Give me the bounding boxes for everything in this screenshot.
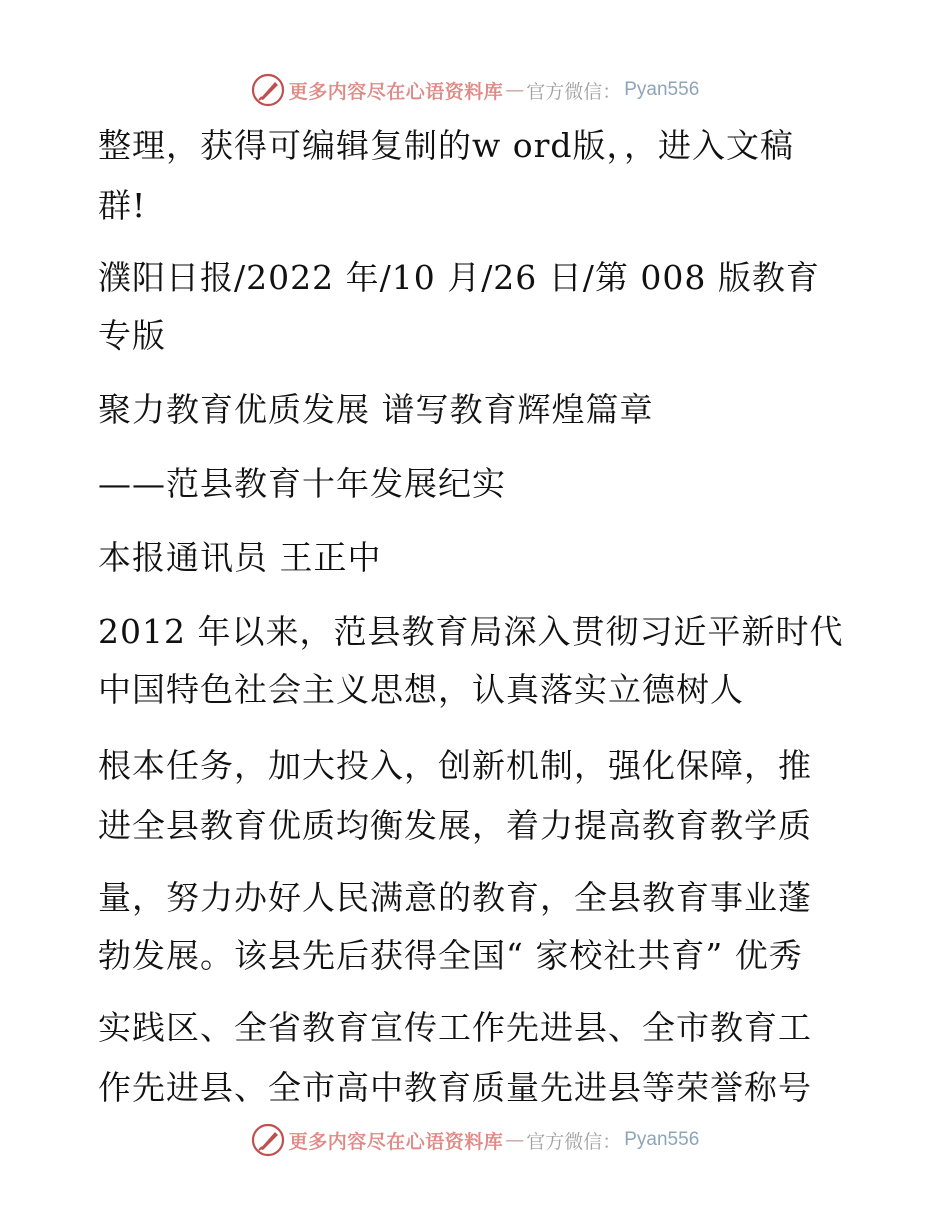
quill-pen-logo-icon	[251, 1123, 285, 1157]
watermark-official-label: 官方微信：	[526, 80, 622, 103]
body-line: 专版	[98, 316, 166, 355]
body-line: 中国特色社会主义思想，认真落实立德树人	[98, 670, 744, 709]
body-line: 作先进县、全市高中教育质量先进县等荣誉称号	[98, 1068, 812, 1107]
body-line: 整理，获得可编辑复制的w ord版，，进入文稿	[98, 126, 795, 165]
watermark-site-text: 更多内容尽在心语资料库	[288, 80, 504, 103]
watermark-official-label: 官方微信：	[526, 1130, 622, 1153]
watermark-wechat-id: Pyan556	[624, 1129, 700, 1150]
body-line: 群!	[98, 186, 147, 225]
body-line: 2012 年以来，范县教育局深入贯彻习近平新时代	[98, 612, 844, 651]
body-line: 勃发展。该县先后获得全国“ 家校社共育” 优秀	[98, 936, 803, 975]
watermark-dash: —	[505, 79, 525, 101]
watermark-wechat-id: Pyan556	[624, 79, 700, 100]
body-line: 实践区、全省教育宣传工作先进县、全市教育工	[98, 1008, 812, 1047]
footer-watermark	[0, 1120, 950, 1160]
article-title: 聚力教育优质发展 谱写教育辉煌篇章	[98, 390, 654, 429]
watermark-site-text: 更多内容尽在心语资料库	[288, 1130, 504, 1153]
body-line: 根本任务，加大投入，创新机制，强化保障，推	[98, 746, 812, 785]
article-subtitle: ——范县教育十年发展纪实	[98, 464, 506, 503]
body-line: 量，努力办好人民满意的教育，全县教育事业蓬	[98, 878, 812, 917]
article-byline: 本报通讯员 王正中	[98, 538, 382, 577]
watermark-dash: —	[505, 1129, 525, 1151]
body-line: 进全县教育优质均衡发展，着力提高教育教学质	[98, 806, 812, 845]
body-line: 濮阳日报/2022 年/10 月/26 日/第 008 版教育	[98, 258, 820, 297]
